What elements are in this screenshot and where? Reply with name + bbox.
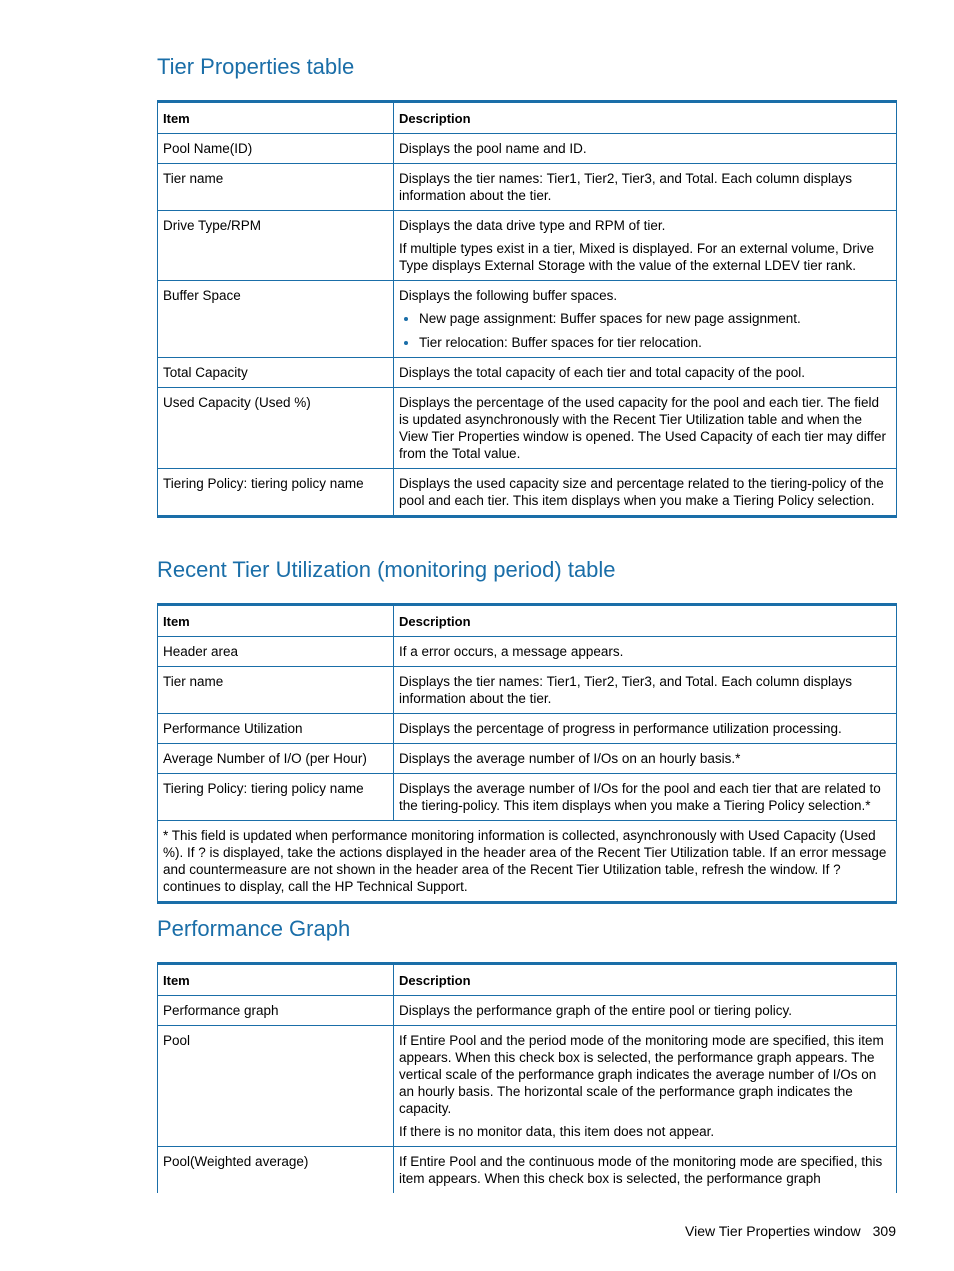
row-item: Tier name bbox=[158, 164, 394, 211]
table-row bbox=[158, 996, 897, 1026]
row-item: Used Capacity (Used %) bbox=[158, 388, 394, 469]
list-item: • Tier relocation: Buffer spaces for tier relocation. bbox=[419, 334, 891, 351]
header-description: Description bbox=[394, 102, 897, 134]
row-item: Pool bbox=[158, 1026, 394, 1147]
table-row bbox=[158, 744, 897, 774]
row-description: If a error occurs, a message appears. bbox=[394, 637, 897, 667]
row-description: Displays the total capacity of each tier and total capacity of the pool. bbox=[394, 358, 897, 388]
row-item: Buffer Space bbox=[158, 281, 394, 358]
row-description: Displays the performance graph of the entire pool or tiering policy. bbox=[394, 996, 897, 1026]
description-paragraph: If Entire Pool and the period mode of the monitoring mode are specified, this item appears. When this check box is selected, the performance graph appears. The vertical scale of the performance graph indicates the average number of I/Os on an hourly basis. The horizontal scale of the performance graph indicates the capacity. bbox=[399, 1033, 884, 1116]
description-paragraph: Displays the following buffer spaces. bbox=[399, 288, 618, 303]
table-row bbox=[158, 388, 897, 469]
row-item: Tier name bbox=[158, 667, 394, 714]
row-description: Displays the average number of I/Os for the pool and each tier that are related to the tiering-policy. This item displays when you make a Tiering Policy selection.* bbox=[394, 774, 897, 821]
header-item: Item bbox=[158, 605, 394, 637]
row-item: Performance Utilization bbox=[158, 714, 394, 744]
row-item: Header area bbox=[158, 637, 394, 667]
table-row bbox=[158, 774, 897, 821]
table-row bbox=[158, 281, 897, 358]
table-row bbox=[158, 667, 897, 714]
header-description: Description bbox=[394, 964, 897, 996]
table-row bbox=[158, 1026, 897, 1147]
table-row bbox=[158, 134, 897, 164]
header-description: Description bbox=[394, 605, 897, 637]
page-number: 309 bbox=[872, 1223, 896, 1239]
row-description: Displays the tier names: Tier1, Tier2, Tier3, and Total. Each column displays information about the tier. bbox=[394, 667, 897, 714]
row-item: Tiering Policy: tiering policy name bbox=[158, 469, 394, 517]
row-description bbox=[394, 281, 897, 358]
performance-graph-table bbox=[157, 962, 897, 1193]
table-header-row bbox=[158, 964, 897, 996]
row-description: Displays the percentage of progress in performance utilization processing. bbox=[394, 714, 897, 744]
row-description: Displays the tier names: Tier1, Tier2, Tier3, and Total. Each column displays information about the tier. bbox=[394, 164, 897, 211]
row-item: Drive Type/RPM bbox=[158, 211, 394, 281]
section-title-tier-properties: Tier Properties table bbox=[157, 54, 355, 79]
table-row bbox=[158, 211, 897, 281]
footer-label: View Tier Properties window bbox=[685, 1223, 861, 1239]
table-header-row bbox=[158, 605, 897, 637]
table-footnote-row bbox=[158, 821, 897, 903]
header-item: Item bbox=[158, 102, 394, 134]
row-item: Pool Name(ID) bbox=[158, 134, 394, 164]
table-row bbox=[158, 1147, 897, 1194]
list-item: • New page assignment: Buffer spaces for new page assignment. bbox=[419, 310, 891, 327]
table-row bbox=[158, 358, 897, 388]
table-row bbox=[158, 637, 897, 667]
row-description: Displays the pool name and ID. bbox=[394, 134, 897, 164]
table-row bbox=[158, 714, 897, 744]
row-description: Displays the percentage of the used capacity for the pool and each tier. The field is updated asynchronously with the Recent Tier Utilization table and when the View Tier Properties window is opened. The Used Capacity of each tier may differ from the Total value. bbox=[394, 388, 897, 469]
row-description bbox=[394, 211, 897, 281]
description-paragraph: If there is no monitor data, this item does not appear. bbox=[399, 1124, 715, 1139]
row-item: Total Capacity bbox=[158, 358, 394, 388]
row-description: Displays the used capacity size and percentage related to the tiering-policy of the pool and each tier. This item displays when you make a Tiering Policy selection. bbox=[394, 469, 897, 517]
row-item: Average Number of I/O (per Hour) bbox=[158, 744, 394, 774]
row-description: Displays the average number of I/Os on an hourly basis.* bbox=[394, 744, 897, 774]
table-header-row bbox=[158, 102, 897, 134]
page-footer bbox=[685, 1222, 896, 1240]
bullet-list bbox=[399, 310, 891, 351]
row-item: Pool(Weighted average) bbox=[158, 1147, 394, 1194]
table-row bbox=[158, 164, 897, 211]
row-item: Tiering Policy: tiering policy name bbox=[158, 774, 394, 821]
description-paragraph: Displays the data drive type and RPM of tier. bbox=[399, 218, 666, 233]
header-item: Item bbox=[158, 964, 394, 996]
row-item: Performance graph bbox=[158, 996, 394, 1026]
row-description bbox=[394, 1026, 897, 1147]
row-description: If Entire Pool and the continuous mode of the monitoring mode are specified, this item appears. When this check box is selected, the performance graph bbox=[394, 1147, 897, 1194]
recent-tier-utilization-table bbox=[157, 603, 897, 904]
section-title-performance-graph: Performance Graph bbox=[157, 916, 351, 941]
table-row bbox=[158, 469, 897, 517]
description-paragraph: If multiple types exist in a tier, Mixed is displayed. For an external volume, Drive Type displays External Storage with the value of the external LDEV tier rank. bbox=[399, 241, 874, 273]
section-title-recent-tier-utilization: Recent Tier Utilization (monitoring period) table bbox=[157, 557, 616, 582]
tier-properties-table bbox=[157, 100, 897, 518]
table-footnote: * This field is updated when performance monitoring information is collected, asynchronously with Used Capacity (Used %). If ? is displayed, take the actions displayed in the header area of the Recent Tier Utilization table. If an error message and countermeasure are not shown in the header area of the Recent Tier Utilization table, refresh the window. If ? continues to display, call the HP Technical Support. bbox=[158, 821, 897, 903]
